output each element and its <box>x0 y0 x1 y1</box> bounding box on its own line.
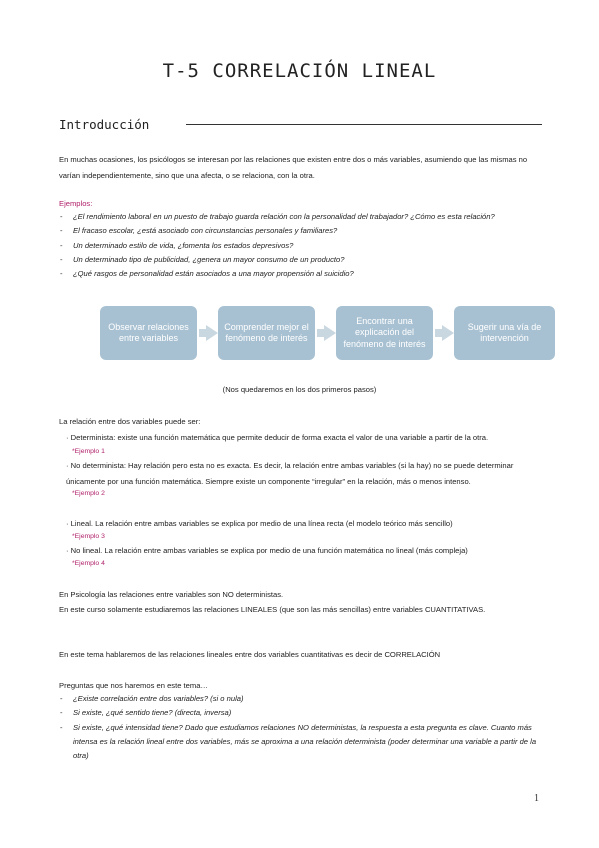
page-number: 1 <box>534 793 539 804</box>
list-item: - Un determinado estilo de vida, ¿fomenta los estados depresivos? <box>59 239 544 253</box>
list-item: - El fracaso escolar, ¿está asociado con circunstancias personales y familiares? <box>59 224 544 238</box>
intro-paragraph: En muchas ocasiones, los psicólogos se interesan por las relaciones que existen entre dos o más variables, asumiendo que las mismas no varían independientemente, sino que una afecta, o se relaciona, con la otra. <box>59 155 528 180</box>
flow-step: Observar relaciones entre variables <box>100 306 197 360</box>
arrow-right-icon <box>206 325 218 341</box>
list-item: - Si existe, ¿qué intensidad tiene? Dado que estudiamos relaciones NO deterministas, la respuesta a esta pregunta es clave. Cuanto más intensa es la relación lineal entre dos variables, más se aproxima a una relación determinista (poder determinar una variable a partir de la otra) <box>59 721 544 764</box>
section-rule <box>186 124 542 125</box>
list-item: - ¿El rendimiento laboral en un puesto de trabajo guarda relación con la personalidad del trabajador? ¿Cómo es esta relación? <box>59 210 544 224</box>
example-ref: *Ejemplo 2 <box>72 490 105 497</box>
arrow-right-icon <box>324 325 336 341</box>
list-item: - Un determinado tipo de publicidad, ¿genera un mayor consumo de un producto? <box>59 253 544 267</box>
flow-step: Sugerir una vía de intervención <box>454 306 555 360</box>
examples-label: Ejemplos: <box>59 199 93 208</box>
topic-statement: En este tema hablaremos de las relaciones lineales entre dos variables cuantitativas es decir de CORRELACIÓN <box>59 650 441 659</box>
list-item: - Si existe, ¿qué sentido tiene? (directa, inversa) <box>59 706 544 720</box>
example-ref: *Ejemplo 1 <box>72 448 105 455</box>
process-flow <box>100 306 555 360</box>
example-ref: *Ejemplo 3 <box>72 533 105 540</box>
relation-item-nonlinear: · No lineal. La relación entre ambas variables se explica por medio de una función matemática no lineal (más compleja) <box>66 546 468 555</box>
example-ref: *Ejemplo 4 <box>72 560 105 567</box>
examples-list <box>59 210 544 281</box>
list-item: - ¿Qué rasgos de personalidad están asociados a una mayor propensión al suicidio? <box>59 267 544 281</box>
relation-item-nondeterministic: · No determinista: Hay relación pero esta no es exacta. Es decir, la relación entre ambas variables (si la hay) no se puede determinar únicamente por una función matemática. Siempre existe un componente “irregular” en la relación, más o menos intenso. <box>66 461 514 486</box>
arrow-right-icon <box>442 325 454 341</box>
flow-caption: (Nos quedaremos en los dos primeros pasos) <box>222 385 377 394</box>
relation-intro: La relación entre dos variables puede ser: <box>59 417 201 426</box>
flow-step: Encontrar una explicación del fenómeno de interés <box>336 306 433 360</box>
questions-intro: Preguntas que nos haremos en este tema… <box>59 681 209 690</box>
psychology-statement: En Psicología las relaciones entre variables son NO deterministas. <box>59 590 284 599</box>
page-title: T-5 CORRELACIÓN LINEAL <box>162 60 437 82</box>
relation-item-linear: · Lineal. La relación entre ambas variables se explica por medio de una línea recta (el modelo teórico más sencillo) <box>66 519 453 528</box>
flow-step: Comprender mejor el fenómeno de interés <box>218 306 315 360</box>
list-item: - ¿Existe correlación entre dos variables? (si o nula) <box>59 692 544 706</box>
relation-item-deterministic: · Determinista: existe una función matemática que permite deducir de forma exacta el valor de una variable a partir de la otra. <box>66 433 489 442</box>
course-statement: En este curso solamente estudiaremos las relaciones LINEALES (que son las más sencillas) entre variables CUANTITATIVAS. <box>59 605 486 614</box>
questions-list <box>59 692 544 763</box>
section-heading: Introducción <box>59 117 150 132</box>
